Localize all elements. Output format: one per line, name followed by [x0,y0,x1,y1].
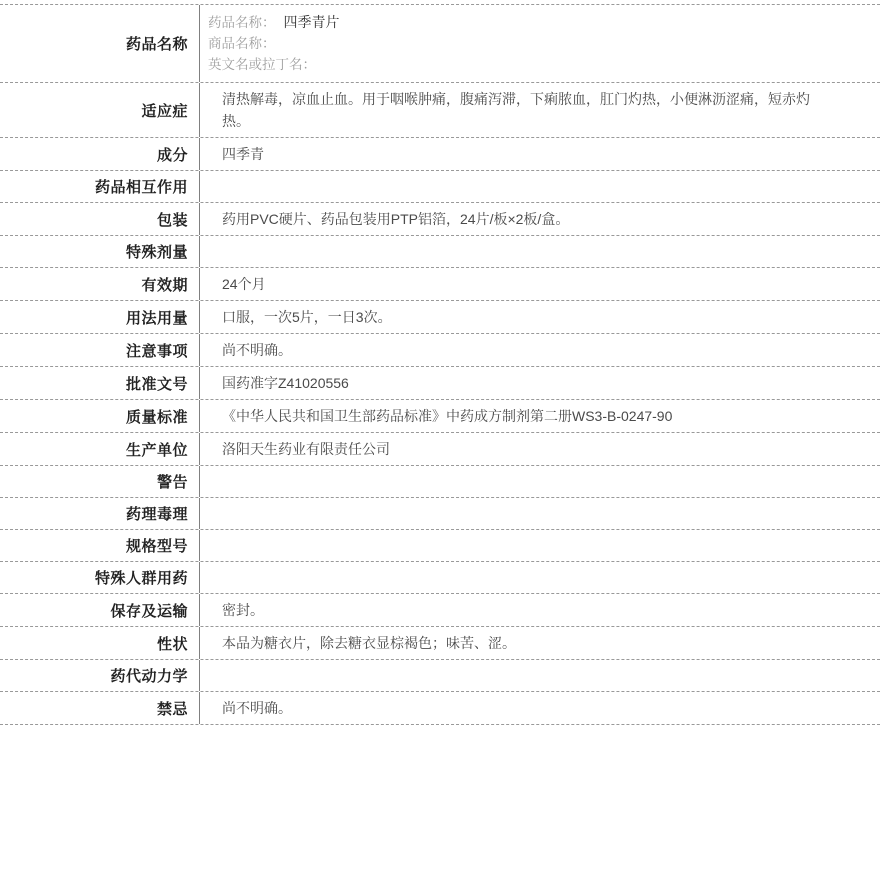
table-row [0,433,880,466]
name-field-key: 药品名称： [208,15,276,30]
row-label: 适应症 [0,83,200,137]
name-field [208,54,860,75]
row-value-text: 尚不明确。 [222,700,292,716]
row-value-text: 24个月 [222,276,266,292]
row-value [200,498,880,529]
row-value [200,562,880,593]
row-value [200,660,880,691]
row-value-text: 国药准字Z41020556 [222,375,349,391]
table-row [0,367,880,400]
table-row [0,466,880,498]
table-row [0,203,880,236]
drug-name-fields [200,5,880,82]
row-label: 药品名称 [0,5,200,82]
row-label: 特殊人群用药 [0,562,200,593]
drug-info-table [0,4,880,725]
drug-name-row [0,5,880,83]
row-value-text: 口服，一次5片，一日3次。 [222,309,392,325]
row-value [200,171,880,202]
table-row [0,171,880,203]
name-field [208,12,860,33]
table-row [0,268,880,301]
row-label: 规格型号 [0,530,200,561]
row-label: 警告 [0,466,200,497]
table-row [0,594,880,627]
row-label: 保存及运输 [0,594,200,626]
table-row [0,83,880,138]
row-value [200,83,880,137]
row-value [200,236,880,267]
name-field-key: 商品名称： [208,36,276,51]
row-value [200,301,880,333]
table-row [0,334,880,367]
table-row [0,400,880,433]
row-label: 特殊剂量 [0,236,200,267]
row-value-text: 洛阳天生药业有限责任公司 [222,441,390,457]
row-label: 用法用量 [0,301,200,333]
row-value [200,594,880,626]
table-row [0,562,880,594]
row-value [200,334,880,366]
table-row [0,236,880,268]
row-value-text: 本品为糖衣片，除去糖衣显棕褐色；味苦、涩。 [222,635,516,651]
row-label: 性状 [0,627,200,659]
row-value [200,138,880,170]
row-label: 药代动力学 [0,660,200,691]
name-field [208,33,860,54]
row-value-text: 尚不明确。 [222,342,292,358]
row-label: 注意事项 [0,334,200,366]
name-field-value: 四季青片 [283,14,340,30]
table-row [0,530,880,562]
table-row [0,138,880,171]
row-label: 成分 [0,138,200,170]
row-value [200,367,880,399]
row-value [200,433,880,465]
row-value [200,692,880,724]
row-value-text: 《中华人民共和国卫生部药品标准》中药成方制剂第二册WS3-B-0247-90 [222,408,673,424]
name-field-key: 英文名或拉丁名： [208,57,316,72]
row-label: 生产单位 [0,433,200,465]
row-value-text: 药用PVC硬片、药品包装用PTP铝箔，24片/板×2板/盒。 [222,211,570,227]
row-value [200,466,880,497]
row-label: 包装 [0,203,200,235]
row-value [200,400,880,432]
table-row [0,498,880,530]
row-value-text: 密封。 [222,602,264,618]
row-value-text: 清热解毒，凉血止血。用于咽喉肿痛，腹痛泻滞，下痢脓血，肛门灼热，小便淋沥涩痛，短赤灼热。 [222,91,810,129]
row-label: 药品相互作用 [0,171,200,202]
table-row [0,627,880,660]
table-row [0,692,880,725]
row-label: 禁忌 [0,692,200,724]
row-label: 质量标准 [0,400,200,432]
row-value [200,627,880,659]
table-row [0,301,880,334]
table-row [0,660,880,692]
row-label: 有效期 [0,268,200,300]
row-label: 药理毒理 [0,498,200,529]
row-value [200,530,880,561]
row-label: 批准文号 [0,367,200,399]
row-value [200,203,880,235]
row-value-text: 四季青 [222,146,264,162]
row-value [200,268,880,300]
